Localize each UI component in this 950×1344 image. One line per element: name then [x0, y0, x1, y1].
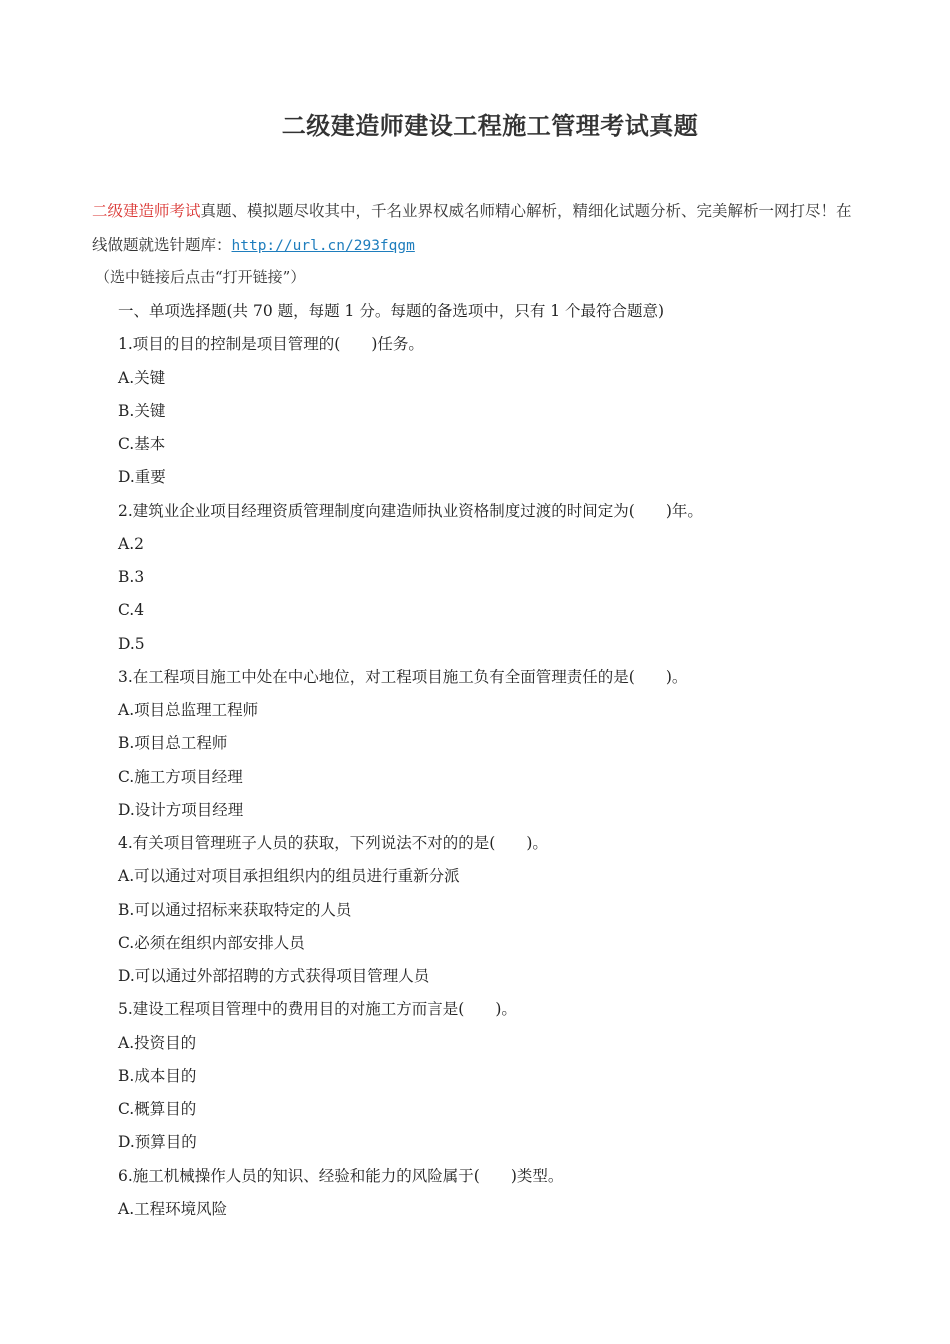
question-option: B.关键 [118, 401, 166, 420]
question-stem: 3.在工程项目施工中处在中心地位，对工程项目施工负有全面管理责任的是( )。 [118, 667, 688, 686]
question-stem: 1.项目的目的控制是项目管理的( )任务。 [118, 335, 424, 354]
question-option: D.预算目的 [118, 1133, 197, 1152]
question-option: C.概算目的 [118, 1100, 197, 1118]
intro-highlight: 二级建造师考试 [92, 202, 201, 220]
question-option: B.3 [118, 568, 145, 586]
question-option: B.成本目的 [118, 1066, 197, 1085]
question-stem: 5.建设工程项目管理中的费用目的对施工方而言是( )。 [118, 1000, 517, 1019]
intro-text: 真题、模拟题尽收其中，千名业界权威名师精心解析，精细化试题分析、完美解析一网打尽！在线做题就选针题库： [92, 202, 852, 254]
question-list [118, 300, 703, 1231]
question-option: A.项目总监理工程师 [118, 701, 259, 719]
question-option: A.2 [118, 534, 144, 553]
question-option: C.必须在组织内部安排人员 [118, 933, 305, 952]
question-option: A.投资目的 [118, 1033, 197, 1052]
intro-paragraph [92, 194, 862, 263]
question-option: D.可以通过外部招聘的方式获得项目管理人员 [118, 967, 430, 985]
question-option: B.可以通过招标来获取特定的人员 [118, 900, 352, 919]
question-option: C.4 [118, 601, 145, 620]
question-option: C.基本 [118, 435, 166, 453]
question-stem: 4.有关项目管理班子人员的获取，下列说法不对的的是( )。 [118, 834, 548, 852]
question-option: A.工程环境风险 [118, 1199, 228, 1218]
link-note: （选中链接后点击“打开链接”） [95, 268, 306, 286]
question-option: D.设计方项目经理 [118, 800, 244, 819]
question-stem: 6.施工机械操作人员的知识、经验和能力的风险属于( )类型。 [118, 1166, 564, 1185]
document-title: 二级建造师建设工程施工管理考试真题 [281, 112, 699, 140]
question-option: A.关键 [118, 368, 166, 387]
question-option: A.可以通过对项目承担组织内的组员进行重新分派 [118, 867, 460, 886]
question-bank-link[interactable]: http://url.cn/293fqgm [231, 238, 415, 254]
section-heading: 一、单项选择题(共 70 题，每题 1 分。每题的备选项中，只有 1 个最符合题意) [118, 302, 665, 320]
question-option: C.施工方项目经理 [118, 767, 243, 786]
question-option: D.重要 [118, 468, 166, 487]
question-option: D.5 [118, 634, 145, 653]
question-option: B.项目总工程师 [118, 734, 228, 753]
question-stem: 2.建筑业企业项目经理资质管理制度向建造师执业资格制度过渡的时间定为( )年。 [118, 501, 703, 520]
